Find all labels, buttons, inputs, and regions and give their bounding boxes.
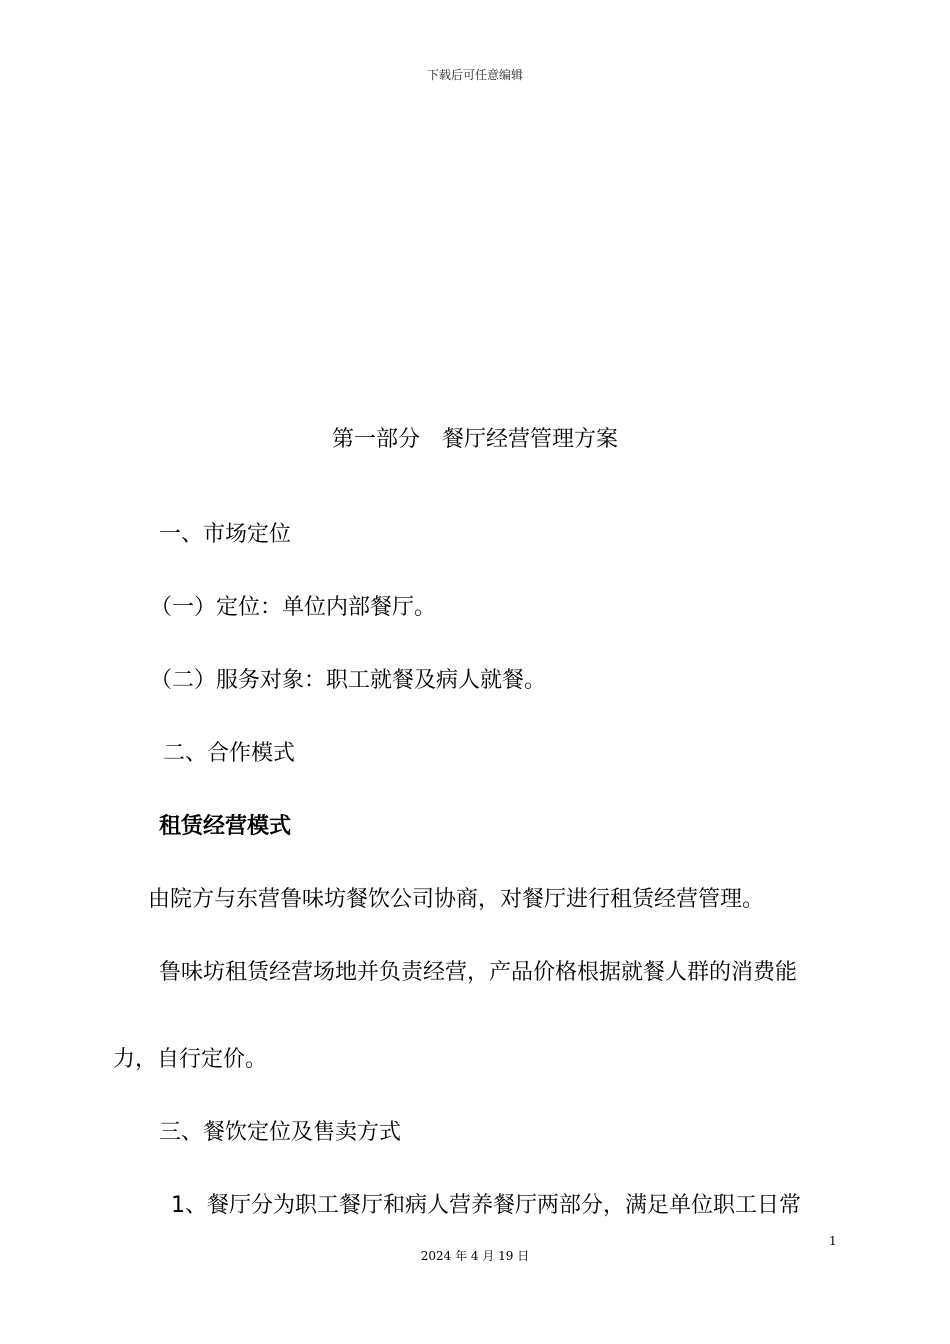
section-heading-cooperation: 二、合作模式 <box>163 741 296 766</box>
paragraph-lease-operation-line1: 鲁味坊租赁经营场地并负责经营，产品价格根据就餐人群的消费能 <box>159 960 798 985</box>
paragraph-positioning: （一）定位：单位内部餐厅。 <box>150 595 437 620</box>
document-title: 第一部分 餐厅经营管理方案 <box>331 427 618 452</box>
page-number: 1 <box>829 1234 837 1248</box>
paragraph-lease-negotiation: 由院方与东营鲁味坊餐饮公司协商，对餐厅进行租赁经营管理。 <box>148 887 765 912</box>
section-heading-catering: 三、餐饮定位及售卖方式 <box>159 1120 402 1145</box>
footer-date: 2024 年 4 月 19 日 <box>420 1249 530 1263</box>
paragraph-lease-operation-line2: 力，自行定价。 <box>113 1047 268 1072</box>
section-heading-market: 一、市场定位 <box>159 522 292 547</box>
paragraph-catering-item1: 1、餐厅分为职工餐厅和病人营养餐厅两部分，满足单位职工日常 <box>171 1193 801 1218</box>
paragraph-service-target: （二）服务对象：职工就餐及病人就餐。 <box>150 668 547 693</box>
header-note: 下载后可任意编辑 <box>426 68 523 82</box>
subheading-lease-mode: 租赁经营模式 <box>159 814 292 839</box>
